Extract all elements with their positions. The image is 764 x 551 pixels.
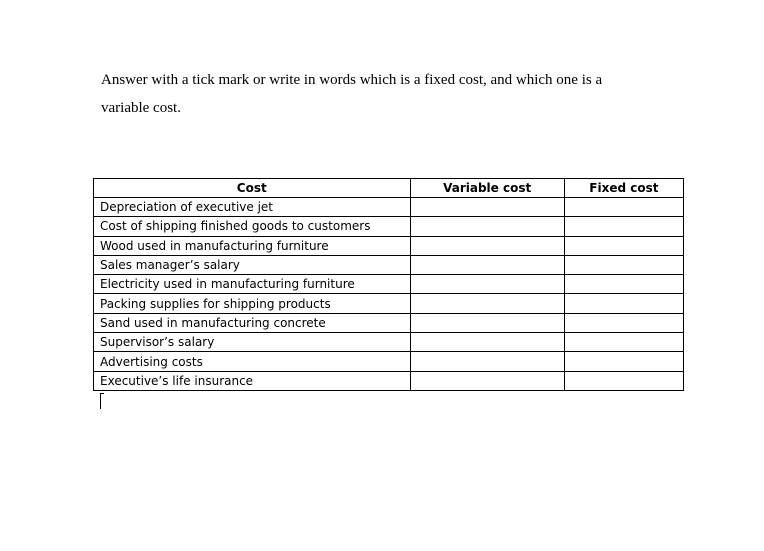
variable-cost-answer-cell[interactable]: [410, 255, 564, 274]
variable-cost-answer-cell[interactable]: [410, 275, 564, 294]
text-cursor: [100, 393, 101, 409]
variable-cost-answer-cell[interactable]: [410, 352, 564, 371]
table-row: [94, 236, 684, 255]
variable-cost-answer-cell[interactable]: [410, 236, 564, 255]
fixed-cost-answer-cell[interactable]: [564, 333, 683, 352]
variable-cost-answer-cell[interactable]: [410, 371, 564, 390]
cost-item-cell: Sales manager’s salary: [94, 255, 411, 274]
cost-item-cell: Advertising costs: [94, 352, 411, 371]
cost-item-cell: Packing supplies for shipping products: [94, 294, 411, 313]
cost-item-cell: Cost of shipping finished goods to customers: [94, 217, 411, 236]
variable-cost-answer-cell[interactable]: [410, 333, 564, 352]
variable-cost-answer-cell[interactable]: [410, 217, 564, 236]
fixed-cost-answer-cell[interactable]: [564, 275, 683, 294]
table-row: [94, 198, 684, 217]
fixed-cost-answer-cell[interactable]: [564, 352, 683, 371]
fixed-cost-answer-cell[interactable]: [564, 217, 683, 236]
header-fixed-cost: Fixed cost: [564, 179, 683, 198]
cost-classification-table: [93, 178, 684, 391]
instructions-line-1: Answer with a tick mark or write in words which is a fixed cost, and which one is a: [101, 72, 603, 88]
fixed-cost-answer-cell[interactable]: [564, 198, 683, 217]
table-row: [94, 217, 684, 236]
instructions-line-2: variable cost.: [101, 100, 181, 116]
variable-cost-answer-cell[interactable]: [410, 198, 564, 217]
fixed-cost-answer-cell[interactable]: [564, 255, 683, 274]
fixed-cost-answer-cell[interactable]: [564, 236, 683, 255]
header-cost: Cost: [94, 179, 411, 198]
header-variable-cost: Variable cost: [410, 179, 564, 198]
fixed-cost-answer-cell[interactable]: [564, 371, 683, 390]
cost-item-cell: Supervisor’s salary: [94, 333, 411, 352]
cost-item-cell: Depreciation of executive jet: [94, 198, 411, 217]
fixed-cost-answer-cell[interactable]: [564, 313, 683, 332]
table-row: [94, 371, 684, 390]
variable-cost-answer-cell[interactable]: [410, 313, 564, 332]
table-body: [94, 198, 684, 391]
table-row: [94, 352, 684, 371]
table-row: [94, 275, 684, 294]
table-row: [94, 333, 684, 352]
cost-item-cell: Sand used in manufacturing concrete: [94, 313, 411, 332]
cost-item-cell: Wood used in manufacturing furniture: [94, 236, 411, 255]
fixed-cost-answer-cell[interactable]: [564, 294, 683, 313]
table-row: [94, 294, 684, 313]
table-row: [94, 255, 684, 274]
table-row: [94, 313, 684, 332]
instructions-paragraph: [101, 66, 661, 122]
cost-item-cell: Electricity used in manufacturing furniture: [94, 275, 411, 294]
variable-cost-answer-cell[interactable]: [410, 294, 564, 313]
cost-item-cell: Executive’s life insurance: [94, 371, 411, 390]
table-header-row: [94, 179, 684, 198]
